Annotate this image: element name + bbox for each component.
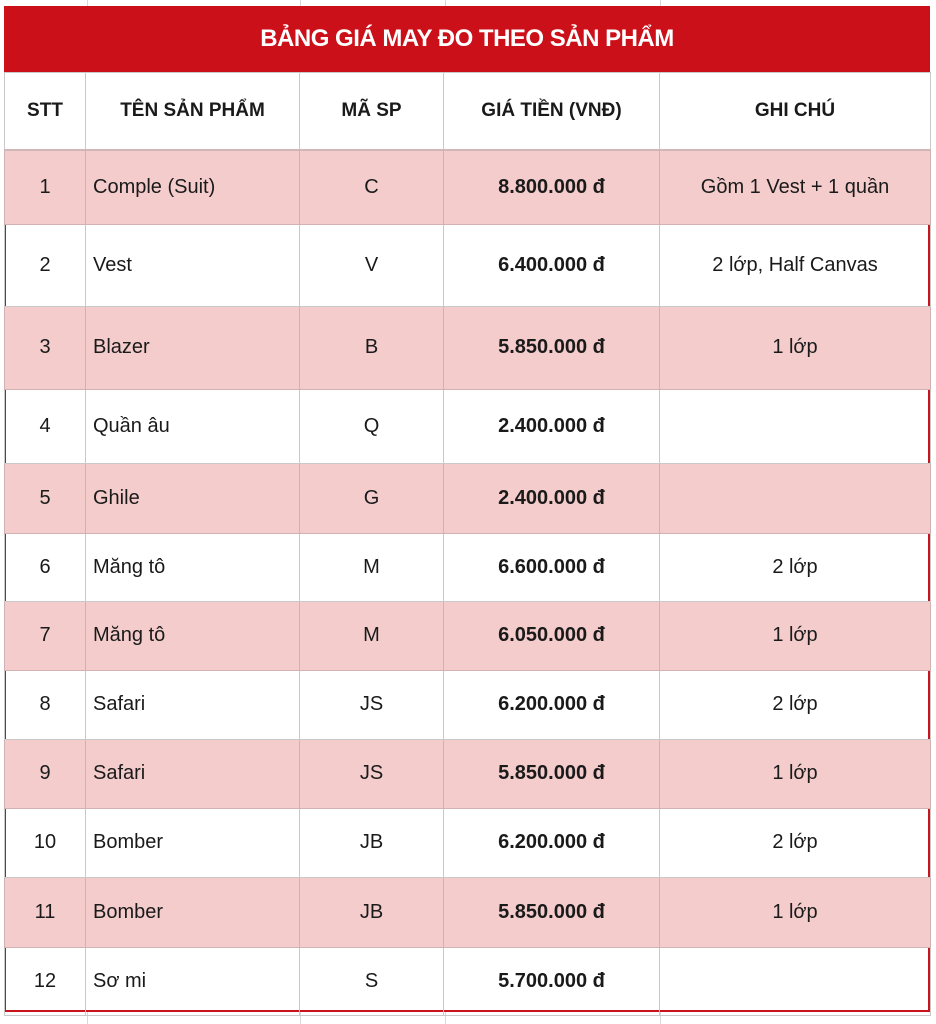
cell-price[interactable]: 6.200.000 đ <box>444 670 660 739</box>
header-product-code[interactable]: MÃ SP <box>300 73 444 151</box>
cell-stt[interactable]: 6 <box>5 533 86 601</box>
cell-product-name[interactable]: Comple (Suit) <box>86 150 300 224</box>
cell-stt[interactable]: 9 <box>5 739 86 808</box>
cell-product-code[interactable]: G <box>300 463 444 533</box>
table-row <box>5 306 931 389</box>
header-note[interactable]: GHI CHÚ <box>660 73 931 151</box>
cell-product-code[interactable]: Q <box>300 389 444 463</box>
table-row <box>5 463 931 533</box>
cell-stt[interactable]: 5 <box>5 463 86 533</box>
table-row <box>5 150 931 224</box>
cell-price[interactable]: 2.400.000 đ <box>444 463 660 533</box>
cell-note[interactable]: 1 lớp <box>660 306 931 389</box>
cell-note[interactable]: 2 lớp, Half Canvas <box>660 224 931 306</box>
cell-product-name[interactable]: Bomber <box>86 808 300 877</box>
cell-stt[interactable]: 8 <box>5 670 86 739</box>
cell-product-code[interactable]: JS <box>300 739 444 808</box>
table-row <box>5 808 931 877</box>
table-row <box>5 601 931 670</box>
cell-product-code[interactable]: JB <box>300 808 444 877</box>
cell-note[interactable]: 1 lớp <box>660 601 931 670</box>
header-stt[interactable]: STT <box>5 73 86 151</box>
cell-price[interactable]: 6.600.000 đ <box>444 533 660 601</box>
cell-product-code[interactable]: V <box>300 224 444 306</box>
cell-product-name[interactable]: Măng tô <box>86 601 300 670</box>
cell-stt[interactable]: 2 <box>5 224 86 306</box>
price-table <box>4 72 931 1016</box>
cell-product-code[interactable]: S <box>300 947 444 1015</box>
cell-price[interactable]: 8.800.000 đ <box>444 150 660 224</box>
cell-product-name[interactable]: Bomber <box>86 877 300 947</box>
header-row <box>5 73 931 151</box>
price-table-sheet <box>4 6 930 1012</box>
cell-product-name[interactable]: Blazer <box>86 306 300 389</box>
cell-price[interactable]: 5.700.000 đ <box>444 947 660 1015</box>
cell-price[interactable]: 5.850.000 đ <box>444 877 660 947</box>
cell-note[interactable] <box>660 463 931 533</box>
cell-product-code[interactable]: M <box>300 533 444 601</box>
table-title: BẢNG GIÁ MAY ĐO THEO SẢN PHẨM <box>4 6 930 72</box>
header-product-name[interactable]: TÊN SẢN PHẨM <box>86 73 300 151</box>
cell-stt[interactable]: 3 <box>5 306 86 389</box>
table-row <box>5 947 931 1015</box>
cell-product-name[interactable]: Sơ mi <box>86 947 300 1015</box>
table-row <box>5 224 931 306</box>
table-row <box>5 739 931 808</box>
cell-stt[interactable]: 11 <box>5 877 86 947</box>
cell-price[interactable]: 2.400.000 đ <box>444 389 660 463</box>
cell-price[interactable]: 6.400.000 đ <box>444 224 660 306</box>
table-row <box>5 533 931 601</box>
cell-stt[interactable]: 7 <box>5 601 86 670</box>
table-row <box>5 877 931 947</box>
cell-stt[interactable]: 12 <box>5 947 86 1015</box>
header-price[interactable]: GIÁ TIỀN (VNĐ) <box>444 73 660 151</box>
table-row <box>5 670 931 739</box>
cell-price[interactable]: 5.850.000 đ <box>444 739 660 808</box>
cell-note[interactable] <box>660 389 931 463</box>
cell-product-name[interactable]: Vest <box>86 224 300 306</box>
cell-product-name[interactable]: Safari <box>86 739 300 808</box>
cell-price[interactable]: 5.850.000 đ <box>444 306 660 389</box>
cell-product-code[interactable]: JS <box>300 670 444 739</box>
table-row <box>5 389 931 463</box>
cell-note[interactable] <box>660 947 931 1015</box>
cell-stt[interactable]: 4 <box>5 389 86 463</box>
cell-product-code[interactable]: C <box>300 150 444 224</box>
cell-stt[interactable]: 1 <box>5 150 86 224</box>
cell-note[interactable]: 2 lớp <box>660 670 931 739</box>
cell-price[interactable]: 6.200.000 đ <box>444 808 660 877</box>
cell-product-code[interactable]: M <box>300 601 444 670</box>
cell-product-code[interactable]: JB <box>300 877 444 947</box>
cell-product-name[interactable]: Ghile <box>86 463 300 533</box>
cell-product-name[interactable]: Măng tô <box>86 533 300 601</box>
cell-note[interactable]: 2 lớp <box>660 533 931 601</box>
cell-product-name[interactable]: Safari <box>86 670 300 739</box>
cell-product-code[interactable]: B <box>300 306 444 389</box>
cell-note[interactable]: 1 lớp <box>660 739 931 808</box>
cell-stt[interactable]: 10 <box>5 808 86 877</box>
cell-product-name[interactable]: Quần âu <box>86 389 300 463</box>
cell-note[interactable]: 2 lớp <box>660 808 931 877</box>
cell-price[interactable]: 6.050.000 đ <box>444 601 660 670</box>
cell-note[interactable]: 1 lớp <box>660 877 931 947</box>
cell-note[interactable]: Gồm 1 Vest + 1 quần <box>660 150 931 224</box>
